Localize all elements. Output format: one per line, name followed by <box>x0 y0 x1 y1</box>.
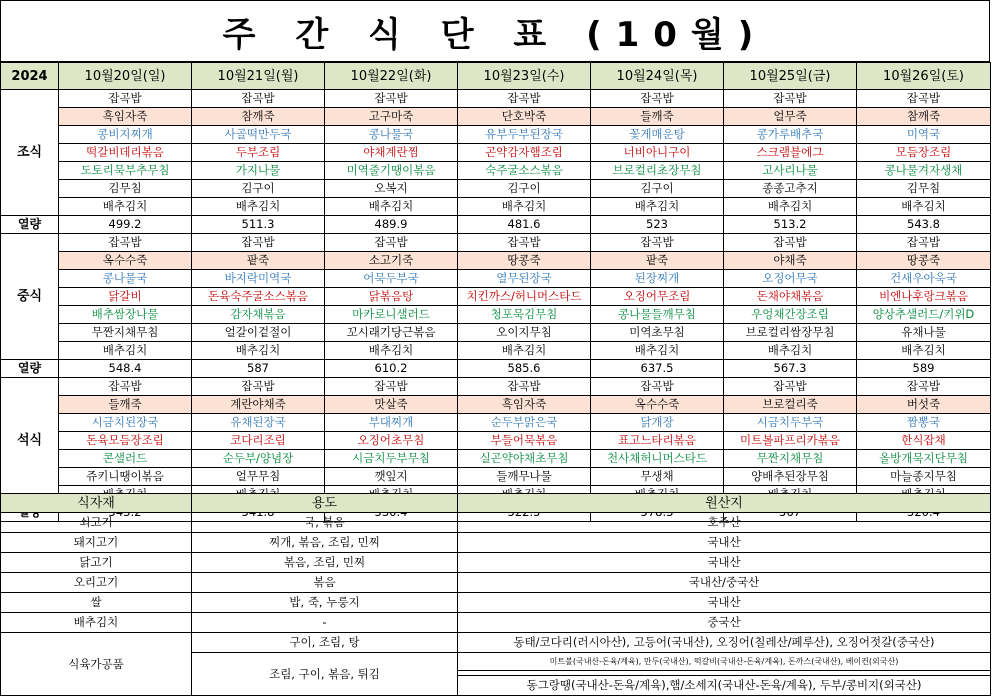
ingredient-use: - <box>192 613 458 633</box>
calorie-value: 489.9 <box>325 216 458 234</box>
ingredient-use: 구이, 조림, 탕 <box>192 633 458 653</box>
origin-header: 용도 <box>192 494 458 513</box>
menu-item: 고구마죽 <box>325 108 458 126</box>
menu-row <box>1 450 991 468</box>
ingredient-origin: 호주산 <box>458 513 991 533</box>
ingredient-name: 배추김치 <box>1 613 192 633</box>
menu-item: 잡곡밥 <box>59 378 192 396</box>
day-header: 10월26일(토) <box>857 63 991 90</box>
menu-item: 얼무무침 <box>192 468 325 486</box>
menu-item: 꽃게매운탕 <box>591 126 724 144</box>
calorie-value: 587 <box>192 360 325 378</box>
menu-item: 코다리조림 <box>192 432 325 450</box>
menu-item: 어묵두부국 <box>325 270 458 288</box>
ingredient-name: 닭고기 <box>1 553 192 573</box>
ingredient-name: 식육가공품 <box>1 633 192 696</box>
menu-item: 콩나물겨자생채 <box>857 162 991 180</box>
menu-item: 쥬키니땡이볶음 <box>59 468 192 486</box>
meal-label: 중식 <box>1 234 59 360</box>
ingredient-use: 국, 볶음 <box>192 513 458 533</box>
menu-item: 잡곡밥 <box>458 234 591 252</box>
menu-item: 브로컬리쌈장무침 <box>724 324 857 342</box>
origin-row <box>1 613 991 633</box>
menu-item: 두부조림 <box>192 144 325 162</box>
menu-item: 올방개묵지단무침 <box>857 450 991 468</box>
menu-item: 배추김치 <box>724 198 857 216</box>
menu-row <box>1 144 991 162</box>
menu-item: 김구이 <box>591 180 724 198</box>
calorie-row <box>1 360 991 378</box>
weekly-menu-table <box>0 62 991 522</box>
menu-item: 미역국 <box>857 126 991 144</box>
ingredient-origin: 국내산/중국산 <box>458 573 991 593</box>
menu-item: 땅콩죽 <box>857 252 991 270</box>
menu-item: 숙주굴소스볶음 <box>458 162 591 180</box>
ingredient-name: 오리고기 <box>1 573 192 593</box>
menu-item: 배추김치 <box>192 342 325 360</box>
menu-row <box>1 162 991 180</box>
menu-row <box>1 234 991 252</box>
menu-row <box>1 270 991 288</box>
menu-item: 청포묵김무침 <box>458 306 591 324</box>
menu-item: 부들어묵볶음 <box>458 432 591 450</box>
menu-row <box>1 126 991 144</box>
menu-item: 김구이 <box>192 180 325 198</box>
menu-item: 잡곡밥 <box>325 378 458 396</box>
menu-row <box>1 324 991 342</box>
menu-item: 시금치된장국 <box>59 414 192 432</box>
menu-item: 배추김치 <box>192 198 325 216</box>
menu-item: 콩나물들깨무침 <box>591 306 724 324</box>
menu-item: 도토리묵부추무침 <box>59 162 192 180</box>
menu-item: 한식잡채 <box>857 432 991 450</box>
menu-item: 잡곡밥 <box>458 90 591 108</box>
ingredient-origin: 동그랑땡(국내산-돈육/계육),햄/소세지(국내산-돈육/계육), 두부/콩비지(외국산) <box>458 676 991 696</box>
menu-item: 잡곡밥 <box>857 90 991 108</box>
menu-item: 참깨죽 <box>857 108 991 126</box>
menu-item: 옥수수죽 <box>591 396 724 414</box>
menu-item: 고사리나물 <box>724 162 857 180</box>
menu-item: 우엉채간장조림 <box>724 306 857 324</box>
ingredient-origin: 동태/코다리(러시아산), 고등어(국내산), 오징어(칠레산/페루산), 오징어젓갈(중국산) <box>458 633 991 653</box>
menu-item: 잡곡밥 <box>857 234 991 252</box>
ingredient-origin: 미트볼(국내산-돈육/계육), 만두(국내산), 떡갈비(국내산-돈육/계육), 돈까스(국내산), 베이컨(외국산) <box>458 653 991 671</box>
menu-item: 오징어초무침 <box>325 432 458 450</box>
menu-row <box>1 288 991 306</box>
menu-item: 미트볼파프리카볶음 <box>724 432 857 450</box>
menu-row <box>1 414 991 432</box>
menu-item: 순두부맑은국 <box>458 414 591 432</box>
menu-item: 가지나물 <box>192 162 325 180</box>
menu-item: 떡갈비데리볶음 <box>59 144 192 162</box>
meal-label: 석식 <box>1 378 59 504</box>
menu-item: 열무된장국 <box>458 270 591 288</box>
menu-item: 땅콩죽 <box>458 252 591 270</box>
menu-item: 배추김치 <box>857 198 991 216</box>
day-header-row <box>1 63 991 90</box>
menu-item: 비엔나후랑크볶음 <box>857 288 991 306</box>
menu-row <box>1 378 991 396</box>
menu-item: 된장찌개 <box>591 270 724 288</box>
menu-item: 얼무죽 <box>724 108 857 126</box>
menu-item: 미역초무침 <box>591 324 724 342</box>
meal-label: 조식 <box>1 90 59 216</box>
menu-item: 스크램블에그 <box>724 144 857 162</box>
origin-row <box>1 633 991 653</box>
menu-row <box>1 108 991 126</box>
menu-item: 콩가루배추국 <box>724 126 857 144</box>
menu-item: 잡곡밥 <box>724 234 857 252</box>
menu-item: 마카로니샐러드 <box>325 306 458 324</box>
calorie-value: 499.2 <box>59 216 192 234</box>
menu-item: 무짠지채무침 <box>724 450 857 468</box>
menu-item: 계란야채죽 <box>192 396 325 414</box>
menu-item: 배추김치 <box>458 342 591 360</box>
ingredient-use: 볶음 <box>192 573 458 593</box>
menu-item: 바지락미역국 <box>192 270 325 288</box>
menu-item: 무생채 <box>591 468 724 486</box>
menu-item: 잡곡밥 <box>591 90 724 108</box>
menu-item: 흑임자죽 <box>59 108 192 126</box>
menu-item: 얼갈이겉절이 <box>192 324 325 342</box>
menu-item: 잡곡밥 <box>192 90 325 108</box>
menu-item: 단호박죽 <box>458 108 591 126</box>
calorie-value: 543.8 <box>857 216 991 234</box>
menu-item: 닭볶음탕 <box>325 288 458 306</box>
ingredient-name: 쌀 <box>1 593 192 613</box>
ingredient-name: 쇠고기 <box>1 513 192 533</box>
menu-item: 야채계란찜 <box>325 144 458 162</box>
menu-item: 맛살죽 <box>325 396 458 414</box>
menu-item: 소고기죽 <box>325 252 458 270</box>
menu-item: 건새우아욱국 <box>857 270 991 288</box>
menu-item: 콩비지찌개 <box>59 126 192 144</box>
menu-item: 너비아니구이 <box>591 144 724 162</box>
calorie-label: 열량 <box>1 360 59 378</box>
menu-item: 사골떡만두국 <box>192 126 325 144</box>
ingredient-use: 조림, 구이, 볶음, 튀김 <box>192 653 458 696</box>
menu-item: 들깨죽 <box>59 396 192 414</box>
menu-item: 흑임자죽 <box>458 396 591 414</box>
origin-row <box>1 513 991 533</box>
menu-item: 잡곡밥 <box>724 378 857 396</box>
menu-item: 옥수수죽 <box>59 252 192 270</box>
menu-row <box>1 468 991 486</box>
menu-item: 유채나물 <box>857 324 991 342</box>
menu-item: 들깨죽 <box>591 108 724 126</box>
menu-item: 곤약감자햄조림 <box>458 144 591 162</box>
origin-table <box>0 493 991 696</box>
calorie-label: 열량 <box>1 216 59 234</box>
menu-item: 버섯죽 <box>857 396 991 414</box>
ingredient-origin: 국내산 <box>458 593 991 613</box>
menu-item: 배추김치 <box>591 198 724 216</box>
calorie-value: 511.3 <box>192 216 325 234</box>
menu-item: 김구이 <box>458 180 591 198</box>
menu-item: 참깨죽 <box>192 108 325 126</box>
menu-item: 감자채볶음 <box>192 306 325 324</box>
menu-item: 잡곡밥 <box>724 90 857 108</box>
menu-item: 배추김치 <box>591 342 724 360</box>
menu-item: 배추김치 <box>458 198 591 216</box>
menu-item: 김무침 <box>857 180 991 198</box>
calorie-value: 523 <box>591 216 724 234</box>
calorie-value: 513.2 <box>724 216 857 234</box>
menu-item: 꼬시래기당근볶음 <box>325 324 458 342</box>
menu-row <box>1 432 991 450</box>
menu-item: 잡곡밥 <box>591 234 724 252</box>
day-header: 10월25일(금) <box>724 63 857 90</box>
menu-item: 돈육숙주굴소스볶음 <box>192 288 325 306</box>
menu-item: 치킨까스/허니머스타드 <box>458 288 591 306</box>
menu-item: 시금치두부무침 <box>325 450 458 468</box>
calorie-value: 589 <box>857 360 991 378</box>
menu-item: 야채죽 <box>724 252 857 270</box>
menu-item: 짬뽕국 <box>857 414 991 432</box>
origin-header-row <box>1 494 991 513</box>
title-text: 주 간 식 단 표 (10월) <box>222 14 768 55</box>
ingredient-use: 밥, 죽, 누룽지 <box>192 593 458 613</box>
menu-row <box>1 90 991 108</box>
menu-item: 콘샐러드 <box>59 450 192 468</box>
calorie-value: 585.6 <box>458 360 591 378</box>
menu-item: 배추김치 <box>724 342 857 360</box>
menu-item: 모듬장조림 <box>857 144 991 162</box>
calorie-value: 481.6 <box>458 216 591 234</box>
calorie-value: 567.3 <box>724 360 857 378</box>
menu-item: 잡곡밥 <box>192 234 325 252</box>
menu-item: 미역줄기땡이볶음 <box>325 162 458 180</box>
page-title <box>0 0 990 62</box>
menu-item: 돈육모듬장조림 <box>59 432 192 450</box>
menu-item: 잡곡밥 <box>325 234 458 252</box>
menu-item: 순두부/양념장 <box>192 450 325 468</box>
menu-item: 오징어무국 <box>724 270 857 288</box>
menu-row <box>1 180 991 198</box>
menu-item: 부대찌개 <box>325 414 458 432</box>
menu-item: 유채된장국 <box>192 414 325 432</box>
menu-item: 콩나물국 <box>325 126 458 144</box>
origin-row <box>1 553 991 573</box>
menu-item: 마늘종지무침 <box>857 468 991 486</box>
menu-item: 배추김치 <box>857 342 991 360</box>
day-header: 10월24일(목) <box>591 63 724 90</box>
menu-item: 깻잎지 <box>325 468 458 486</box>
menu-item: 유부두부된장국 <box>458 126 591 144</box>
ingredient-origin: 중국산 <box>458 613 991 633</box>
menu-item: 김무침 <box>59 180 192 198</box>
menu-row <box>1 198 991 216</box>
menu-item: 오이지무침 <box>458 324 591 342</box>
ingredient-origin: 국내산 <box>458 553 991 573</box>
menu-item: 잡곡밥 <box>325 90 458 108</box>
origin-row <box>1 533 991 553</box>
menu-item: 잡곡밥 <box>458 378 591 396</box>
menu-item: 콩나물국 <box>59 270 192 288</box>
ingredient-use: 찌개, 볶음, 조림, 민찌 <box>192 533 458 553</box>
menu-row <box>1 396 991 414</box>
calorie-row <box>1 216 991 234</box>
menu-item: 돈채야채볶음 <box>724 288 857 306</box>
origin-row <box>1 593 991 613</box>
menu-item: 잡곡밥 <box>857 378 991 396</box>
menu-item: 표고느타리볶음 <box>591 432 724 450</box>
day-header: 10월22일(화) <box>325 63 458 90</box>
menu-item: 천사채허니머스타드 <box>591 450 724 468</box>
calorie-value: 637.5 <box>591 360 724 378</box>
menu-item: 잡곡밥 <box>591 378 724 396</box>
calorie-value: 610.2 <box>325 360 458 378</box>
day-header: 10월21일(월) <box>192 63 325 90</box>
menu-item: 실곤약야채초무침 <box>458 450 591 468</box>
menu-item: 오징어무조림 <box>591 288 724 306</box>
menu-item: 배추쌈장나물 <box>59 306 192 324</box>
day-header: 10월20일(일) <box>59 63 192 90</box>
menu-item: 들깨무나물 <box>458 468 591 486</box>
menu-item: 배추김치 <box>59 198 192 216</box>
ingredient-use: 볶음, 조림, 민찌 <box>192 553 458 573</box>
menu-item: 잡곡밥 <box>59 234 192 252</box>
origin-row <box>1 573 991 593</box>
menu-item: 양상추샐러드/키위D <box>857 306 991 324</box>
menu-item: 종종고추지 <box>724 180 857 198</box>
menu-row <box>1 342 991 360</box>
menu-item: 양배추된장무침 <box>724 468 857 486</box>
menu-row <box>1 306 991 324</box>
menu-item: 닭개장 <box>591 414 724 432</box>
year-cell: 2024 <box>1 63 59 90</box>
menu-item: 잡곡밥 <box>59 90 192 108</box>
day-header: 10월23일(수) <box>458 63 591 90</box>
origin-header: 식자재 <box>1 494 192 513</box>
calorie-value: 548.4 <box>59 360 192 378</box>
menu-row <box>1 252 991 270</box>
origin-header: 원산지 <box>458 494 991 513</box>
menu-item: 브로컬리죽 <box>724 396 857 414</box>
menu-item: 브로컬리초장무침 <box>591 162 724 180</box>
menu-item: 잡곡밥 <box>192 378 325 396</box>
ingredient-name: 돼지고기 <box>1 533 192 553</box>
ingredient-origin: 국내산 <box>458 533 991 553</box>
menu-item: 배추김치 <box>59 342 192 360</box>
menu-item: 배추김치 <box>325 198 458 216</box>
menu-item: 팥죽 <box>192 252 325 270</box>
menu-item: 시금치두부국 <box>724 414 857 432</box>
menu-item: 팥죽 <box>591 252 724 270</box>
menu-item: 무짠지채무침 <box>59 324 192 342</box>
menu-item: 배추김치 <box>325 342 458 360</box>
menu-item: 오복지 <box>325 180 458 198</box>
menu-item: 닭갈비 <box>59 288 192 306</box>
